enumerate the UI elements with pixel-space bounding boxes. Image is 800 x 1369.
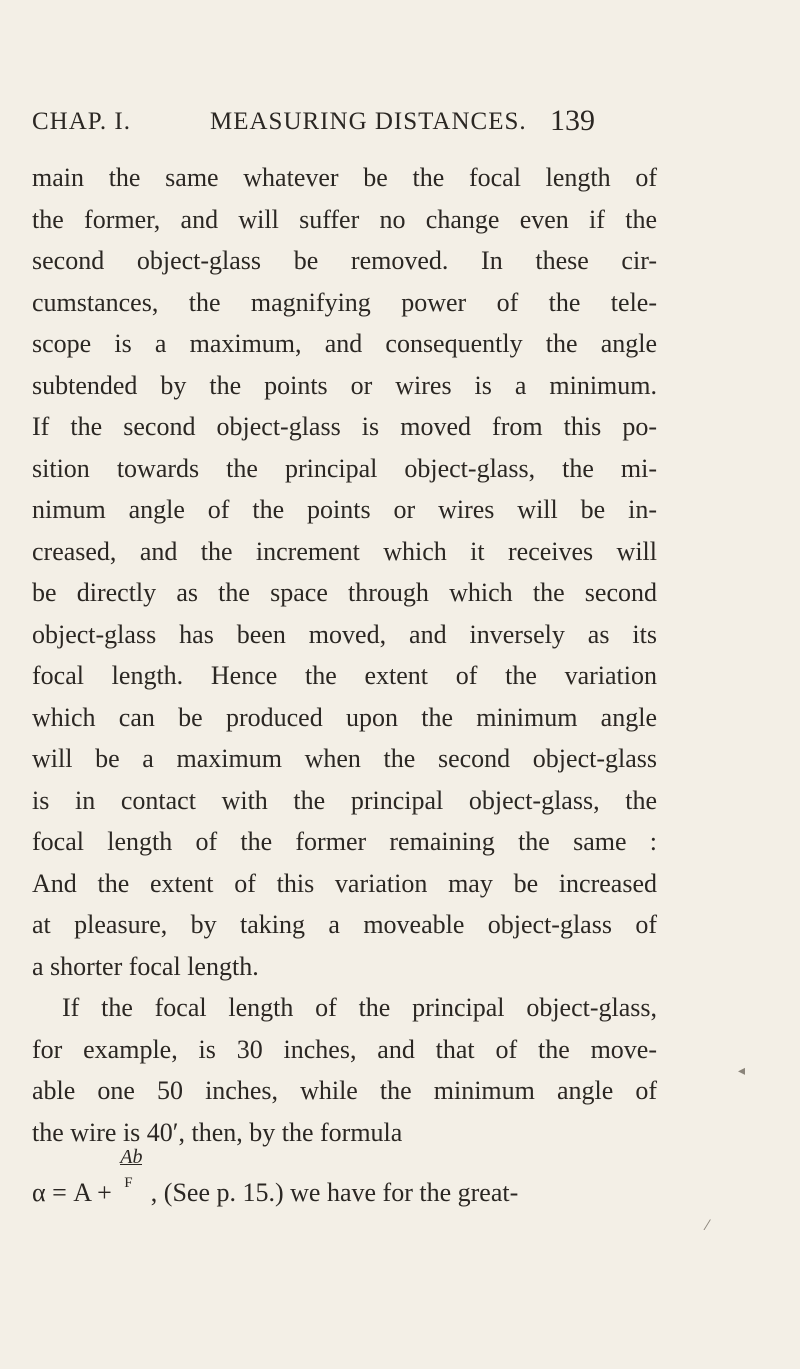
text-line: a shorter focal length.	[32, 951, 259, 981]
stray-mark: ⁄	[706, 1218, 709, 1234]
text-line: scope is a maximum, and consequently the angle	[32, 329, 657, 358]
text-line: If the second object-glass is moved from this po-	[32, 412, 657, 441]
text-line: at pleasure, by taking a moveable object-glass of	[32, 910, 657, 939]
formula-line	[32, 1146, 657, 1207]
text-line: which can be produced upon the minimum angle	[32, 702, 657, 732]
page-number: 139	[550, 104, 595, 137]
formula-numerator: Ab	[120, 1146, 143, 1168]
running-header	[32, 104, 732, 148]
formula-denominator: F	[124, 1175, 133, 1191]
chapter-label: CHAP. I.	[32, 108, 131, 135]
stray-mark: ◂	[738, 1063, 746, 1079]
formula-lhs: α = A +	[32, 1178, 112, 1207]
running-title: MEASURING DISTANCES.	[210, 108, 527, 135]
text-line: sition towards the principal object-glass, the mi-	[32, 453, 657, 483]
text-line: nimum angle of the points or wires will be in-	[32, 495, 657, 524]
text-line: the wire is 40′, then, by the formula	[32, 1117, 403, 1147]
text-line: main the same whatever be the focal length of	[32, 163, 657, 192]
formula-fraction	[118, 1146, 144, 1201]
formula-rest: , (See p. 15.) we have for the great-	[150, 1178, 519, 1207]
text-line: If the focal length of the principal object-glass,	[62, 993, 657, 1022]
text-line: be directly as the space through which the second	[32, 578, 657, 607]
text-line: focal length. Hence the extent of the variation	[32, 661, 657, 690]
text-line: for example, is 30 inches, and that of the move-	[32, 1034, 657, 1064]
text-line: And the extent of this variation may be increased	[32, 868, 657, 898]
text-line: object-glass has been moved, and inversely as its	[32, 619, 657, 649]
text-line: will be a maximum when the second object-glass	[32, 744, 657, 773]
text-line: the former, and will suffer no change even if the	[32, 204, 657, 234]
text-line: creased, and the increment which it receives will	[32, 536, 657, 566]
body-text	[32, 157, 657, 1207]
text-line: is in contact with the principal object-glass, the	[32, 785, 657, 815]
text-line: second object-glass be removed. In these cir-	[32, 246, 657, 275]
text-line: cumstances, the magnifying power of the tele-	[32, 287, 657, 317]
text-line: focal length of the former remaining the same :	[32, 827, 657, 856]
text-line: subtended by the points or wires is a minimum.	[32, 370, 657, 400]
text-line: able one 50 inches, while the minimum angle of	[32, 1076, 657, 1105]
